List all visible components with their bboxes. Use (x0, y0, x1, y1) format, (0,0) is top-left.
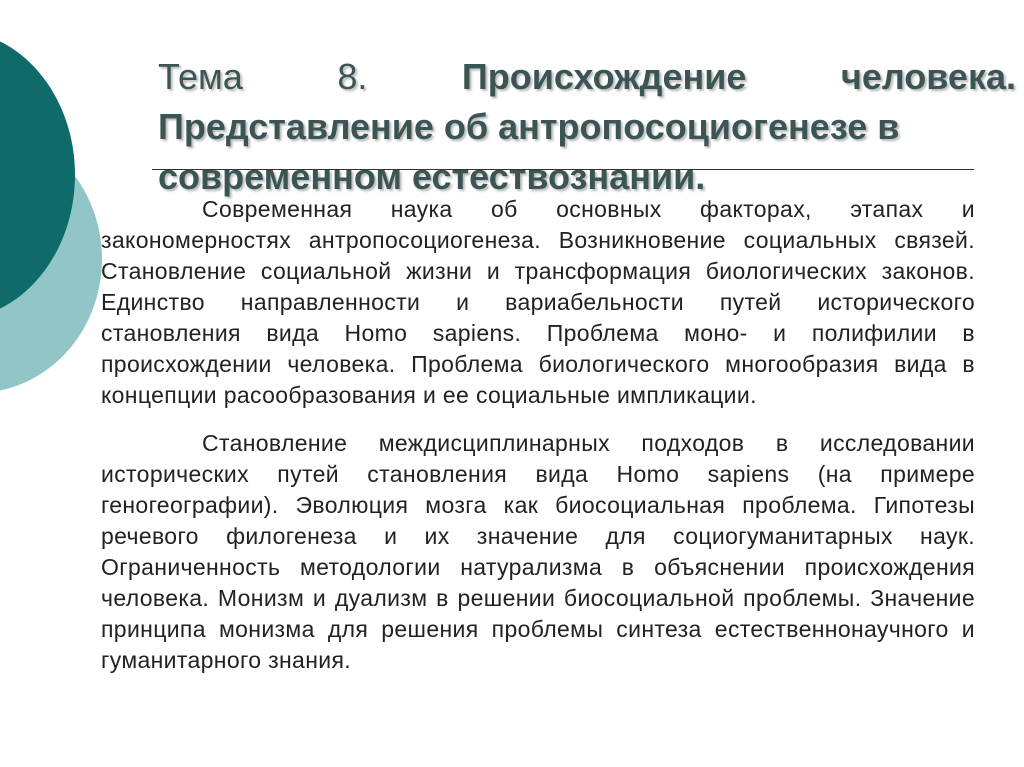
body-paragraph-1: Современная наука об основных факторах, этапах и закономерностях антропосоциогенеза. Возникновение социальных связей. Становление социальной жизни и трансформация биологических законов. Единство направленности и вариабельности путей исторического становления вида Homo sapiens. Проблема моно- и полифилии в происхождении человека. Проблема биологического многообразия вида в концепции расообразования и ее социальные импликации. (101, 196, 975, 408)
title-topic-number: 8. (337, 56, 368, 97)
slide-title (158, 52, 1016, 202)
title-part-b: человека. (840, 56, 1016, 97)
title-underline (152, 169, 974, 170)
title-part-a: Происхождение (461, 56, 747, 97)
title-topic-word: Тема (158, 56, 243, 97)
slide-body (101, 194, 975, 676)
body-paragraph-2: Становление междисциплинарных подходов в исследовании исторических путей становления вида Homo sapiens (на примере геногеографии). Эволюция мозга как биосоциальная проблема. Гипотезы речевого филогенеза и их значение для социогуманитарных наук. Ограниченность методологии натурализма в объяснении происхождения человека. Монизм и дуализм в решении биосоциальной проблемы. Значение принципа монизма для решения проблемы синтеза естественнонаучного и гуманитарного знания. (101, 430, 975, 673)
title-line-1 (158, 52, 1016, 102)
title-line-3: современном естествознании. (158, 156, 706, 197)
title-line-2: Представление об антропосоциогенезе в (158, 106, 900, 147)
